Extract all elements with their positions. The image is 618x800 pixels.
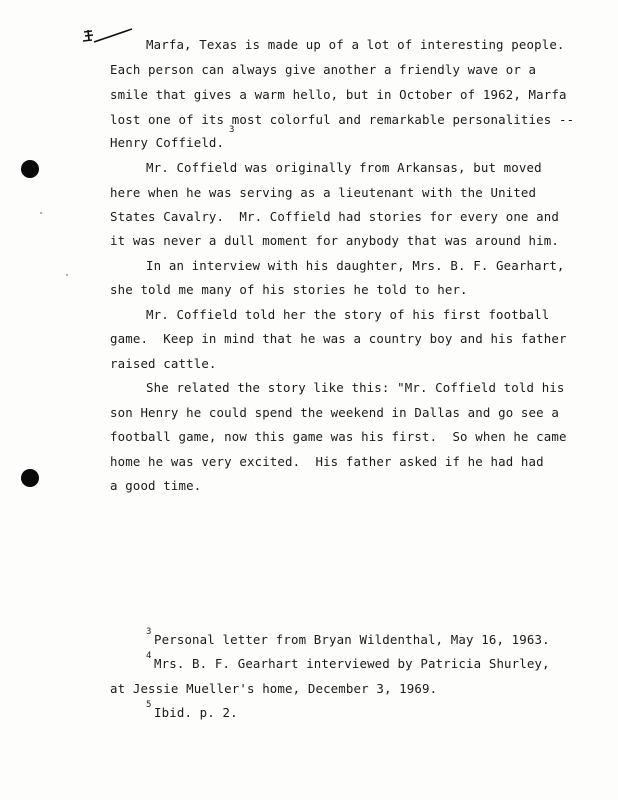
body-line: States Cavalry. Mr. Coffield had stories for every one and <box>110 209 559 224</box>
body-line: Henry Coffield. <box>110 135 225 150</box>
body-line: Each person can always give another a friendly wave or a <box>110 62 537 77</box>
body-line: game. Keep in mind that he was a country boy and his father <box>110 331 567 346</box>
body-line: raised cattle. <box>110 356 217 371</box>
footnote-text: Personal letter from Bryan Wildenthal, May 16, 1963. <box>154 632 550 647</box>
body-line: Marfa, Texas is made up of a lot of interesting people. <box>146 37 565 52</box>
body-line: home he was very excited. His father asked if he had had <box>110 454 544 469</box>
footnote-text: Ibid. p. 2. <box>154 705 238 720</box>
footnote-text: at Jessie Mueller's home, December 3, 1969. <box>110 681 438 696</box>
handwritten-mark-icon <box>80 28 136 50</box>
footnote-number: 3 <box>146 627 152 637</box>
paper-speck <box>66 274 68 276</box>
body-line: football game, now this game was his first. So when he came <box>110 429 567 444</box>
punch-hole-bottom <box>21 469 39 487</box>
body-line: smile that gives a warm hello, but in October of 1962, Marfa <box>110 87 567 102</box>
footnote-number: 4 <box>146 651 152 661</box>
footnote-ref: 3 <box>229 125 235 135</box>
body-line: Mr. Coffield told her the story of his first football <box>146 307 550 322</box>
body-line: She related the story like this: "Mr. Coffield told his <box>146 380 565 395</box>
body-line: it was never a dull moment for anybody that was around him. <box>110 233 559 248</box>
body-line: she told me many of his stories he told to her. <box>110 282 468 297</box>
paper-speck <box>40 212 42 214</box>
footnote-text: Mrs. B. F. Gearhart interviewed by Patricia Shurley, <box>154 656 550 671</box>
body-line: lost one of its most colorful and remarkable personalities -- <box>110 112 575 127</box>
body-line: son Henry he could spend the weekend in Dallas and go see a <box>110 405 559 420</box>
body-line: here when he was serving as a lieutenant with the United <box>110 185 537 200</box>
footnote-number: 5 <box>146 700 152 710</box>
punch-hole-top <box>21 160 39 178</box>
body-line: a good time. <box>110 478 202 493</box>
body-line: In an interview with his daughter, Mrs. B. F. Gearhart, <box>146 258 565 273</box>
body-line: Mr. Coffield was originally from Arkansas, but moved <box>146 160 542 175</box>
